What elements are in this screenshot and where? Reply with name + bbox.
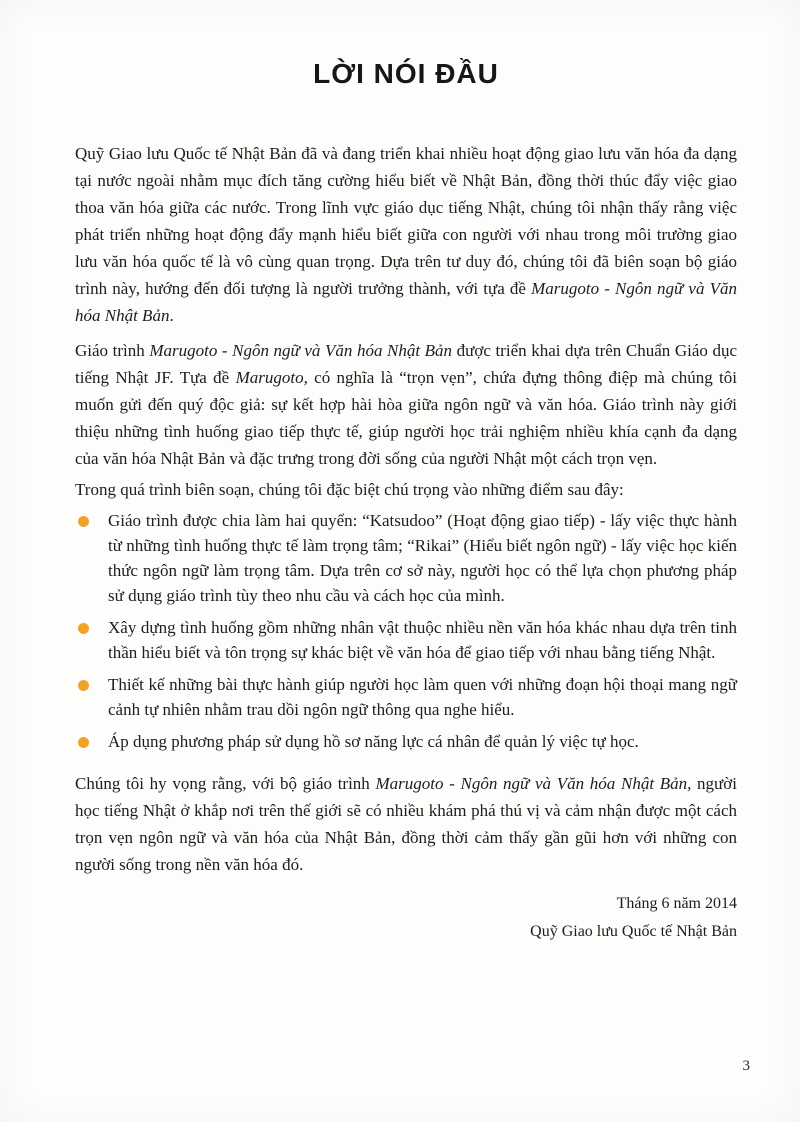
text-segment: Giáo trình [75,341,150,360]
list-item [75,729,737,754]
signature-block [75,890,737,946]
signature-author: Quỹ Giao lưu Quốc tế Nhật Bản [530,923,737,940]
list-item-text: Thiết kế những bài thực hành giúp người học làm quen với những đoạn hội thoại mang ngữ cảnh tự nhiên nhằm trau dồi ngôn ngữ thông qua nghe hiểu. [108,675,737,719]
bullet-dot-icon [78,623,89,634]
closing-paragraph [75,770,737,878]
bullet-dot-icon [78,680,89,691]
text-segment: Quỹ Giao lưu Quốc tế Nhật Bản đã và đang triển khai nhiều hoạt động giao lưu văn hóa đa dạng tại nước ngoài nhằm mục đích tăng cường hiểu biết về Nhật Bản, đồng thời thúc đẩy việc giao thoa văn hóa giữa các nước. Trong lĩnh vực giáo dục tiếng Nhật, chúng tôi nhận thấy rằng việc phát triển những hoạt động đẩy mạnh hiểu biết giữa con người với nhau trong môi trường giao lưu văn hóa quốc tế là vô cùng quan trọng. Dựa trên tư duy đó, chúng tôi đã biên soạn bộ giáo trình này, hướng đến đối tượng là người trưởng thành, với tựa đề [75,144,737,298]
page-title: LỜI NÓI ĐẦU [313,58,499,89]
paragraph-intro [75,140,737,329]
paragraph-curriculum [75,337,737,472]
signature-date: Tháng 6 năm 2014 [616,895,737,912]
italic-text-segment: Marugoto - Ngôn ngữ và Văn hóa Nhật Bản [75,279,738,325]
bullet-list [75,508,737,754]
list-item [75,672,737,722]
text-segment: người học tiếng Nhật ở khắp nơi trên thế giới sẽ có nhiều khám phá thú vị và cảm nhận được một cách trọn vẹn ngôn ngữ và văn hóa của Nhật Bản, đồng thời cảm thấy gần gũi hơn với những con người sống trong nền văn hóa đó. [75,774,737,874]
list-item-text: Giáo trình được chia làm hai quyển: “Katsudoo” (Hoạt động giao tiếp) - lấy việc thực hành từ những tình huống thực tế làm trọng tâm; “Rikai” (Hiểu biết ngôn ngữ) - lấy việc học kiến thức ngôn ngữ làm trọng tâm. Dựa trên cơ sở này, người học có thể lựa chọn phương pháp sử dụng giáo trình tùy theo nhu cầu và cách học của mình. [108,511,737,605]
list-item-text: Xây dựng tình huống gồm những nhân vật thuộc nhiều nền văn hóa khác nhau dựa trên tinh thần hiểu biết và tôn trọng sự khác biệt về văn hóa để giao tiếp với nhau bằng tiếng Nhật. [108,618,737,662]
list-item [75,508,737,608]
text-segment: Chúng tôi hy vọng rằng, với bộ giáo trình [75,774,376,793]
italic-text-segment: Marugoto - Ngôn ngữ và Văn hóa Nhật Bản [149,341,453,360]
page-number: 3 [742,1058,750,1074]
italic-text-segment: Marugoto, [235,368,308,387]
text-segment: có nghĩa là “trọn vẹn”, chứa đựng thông điệp mà chúng tôi muốn gửi đến quý độc giả: sự kết hợp hài hòa giữa ngôn ngữ và văn hóa. Giáo trình này giới thiệu những tình huống giao tiếp thực tế, giúp người học trải nghiệm nhiều khía cạnh đa dạng của văn hóa Nhật Bản và đặc trưng trong đời sống của người Nhật một cách trọn vẹn. [75,368,737,468]
bullet-dot-icon [78,737,89,748]
bullet-dot-icon [78,516,89,527]
italic-text-segment: Marugoto - Ngôn ngữ và Văn hóa Nhật Bản, [375,774,692,793]
list-item [75,615,737,665]
bullet-list-intro: Trong quá trình biên soạn, chúng tôi đặc biệt chú trọng vào những điểm sau đây: [75,480,624,499]
list-item-text: Áp dụng phương pháp sử dụng hồ sơ năng lực cá nhân để quản lý việc tự học. [108,732,639,751]
text-segment: . [169,306,174,325]
text-segment: được triển khai dựa trên Chuẩn Giáo dục tiếng Nhật JF. Tựa đề [75,341,737,387]
